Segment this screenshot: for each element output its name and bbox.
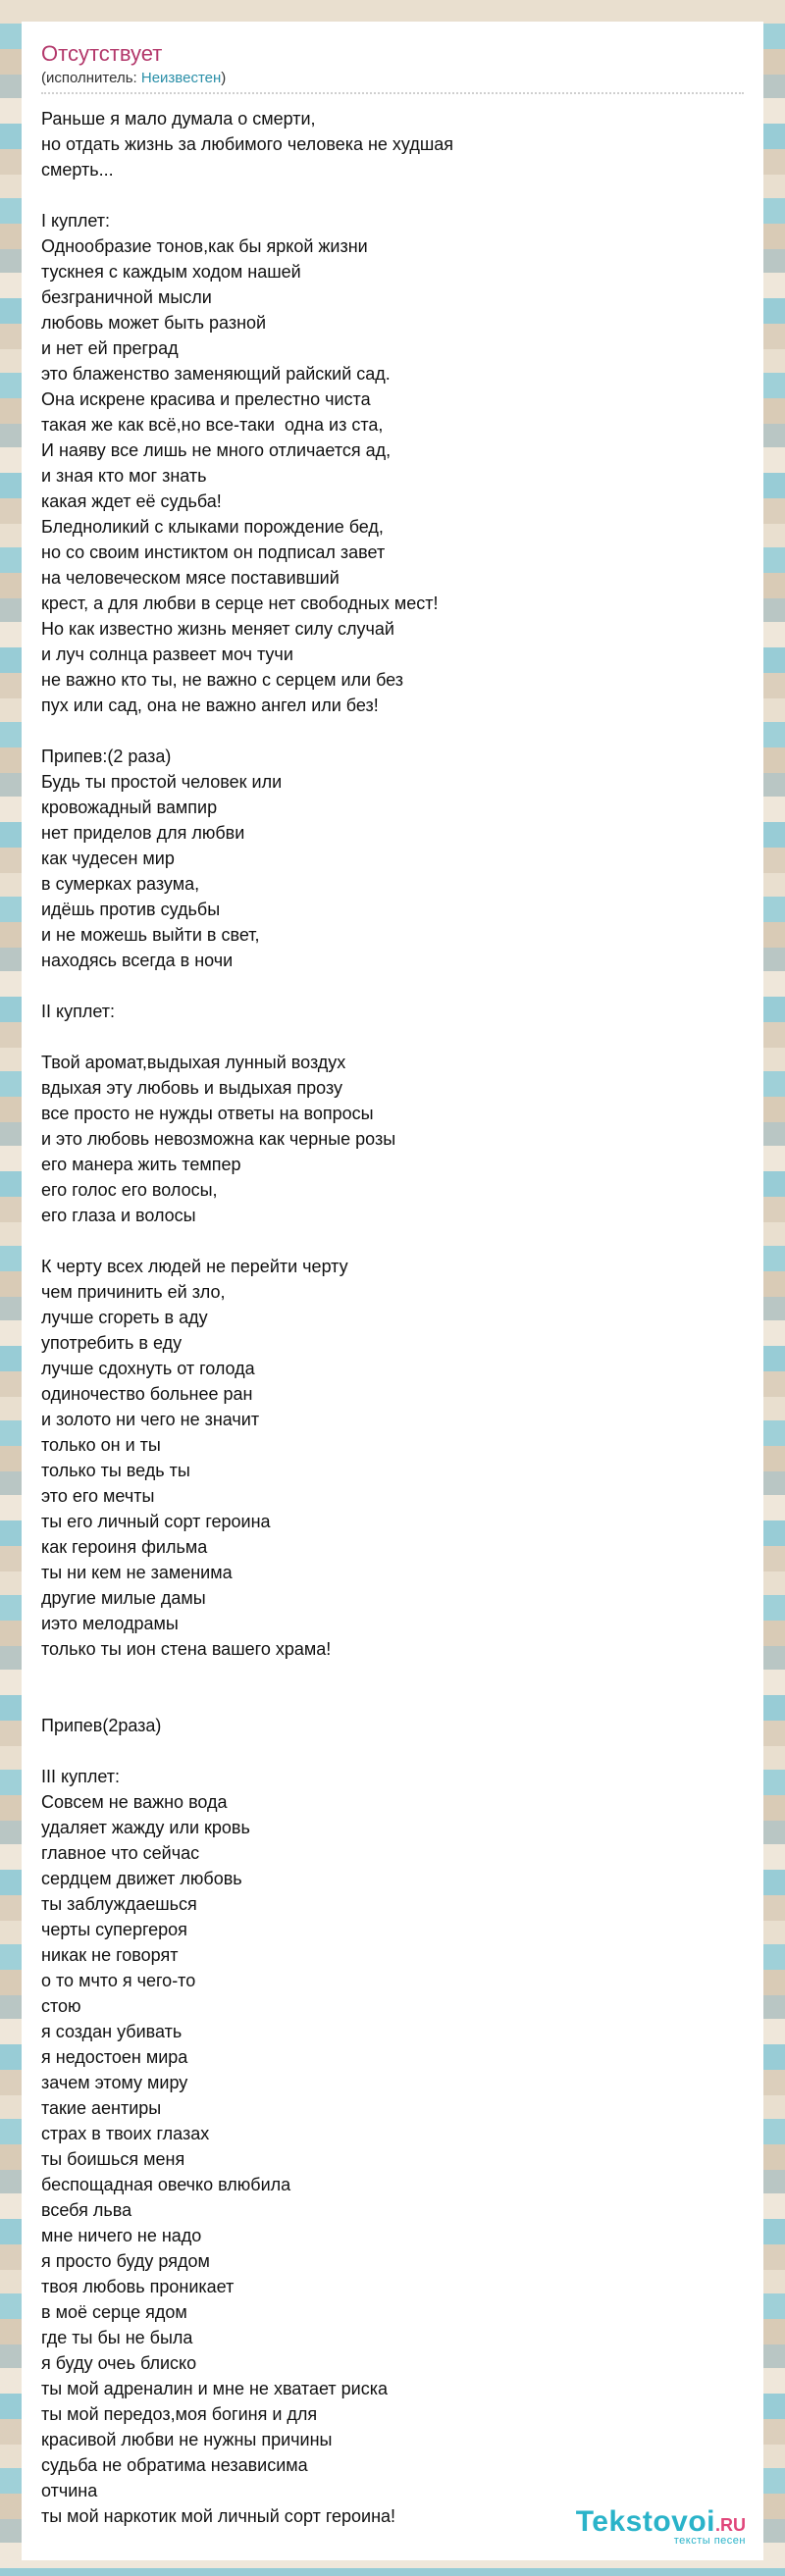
song-title: Отсутствует xyxy=(41,41,163,66)
lyric-line: Она искрене красива и прелестно чиста xyxy=(41,389,371,409)
lyric-line: о то мчто я чего-то xyxy=(41,1971,196,1990)
lyric-line: Бледноликий с клыками порождение бед, xyxy=(41,517,384,537)
lyric-line: главное что сейчас xyxy=(41,1843,200,1863)
lyric-line: на человеческом мясе поставивший xyxy=(41,568,340,588)
lyric-line: нет приделов для любви xyxy=(41,823,245,843)
title-divider xyxy=(41,92,744,94)
lyric-line: не важно кто ты, не важно с серцем или без xyxy=(41,670,404,690)
lyric-line: мне ничего не надо xyxy=(41,2226,202,2245)
artist-prefix: (исполнитель: xyxy=(41,70,141,86)
lyric-line: любовь может быть разной xyxy=(41,313,267,333)
lyric-line: К черту всех людей не перейти черту xyxy=(41,1257,348,1276)
lyric-line: красивой любви не нужны причины xyxy=(41,2430,333,2449)
lyric-line: его голос его волосы, xyxy=(41,1180,218,1200)
lyric-line: одиночество больнее ран xyxy=(41,1384,253,1404)
lyric-line: ты заблуждаешься xyxy=(41,1894,197,1914)
lyric-line: другие милые дамы xyxy=(41,1588,206,1608)
lyric-line: III куплет: xyxy=(41,1767,120,1786)
lyric-line: я недостоен мира xyxy=(41,2047,188,2067)
lyric-line: чем причинить ей зло, xyxy=(41,1282,226,1302)
lyric-line: вдыхая эту любовь и выдыхая прозу xyxy=(41,1078,343,1098)
lyric-line: Припев:(2 раза) xyxy=(41,747,172,766)
lyric-line xyxy=(41,973,744,999)
lyric-line xyxy=(41,1687,744,1713)
lyric-line: лучше сдохнуть от голода xyxy=(41,1359,255,1378)
lyric-line xyxy=(41,718,744,744)
lyric-line xyxy=(41,1024,744,1050)
lyric-line: Припев(2раза) xyxy=(41,1716,162,1735)
lyric-line: его глаза и волосы xyxy=(41,1206,196,1225)
lyric-line: это блаженство заменяющий райский сад. xyxy=(41,364,391,384)
lyric-line: употребить в еду xyxy=(41,1333,183,1353)
lyric-line: кровожадный вампир xyxy=(41,798,218,817)
lyric-line: только ты ион стена вашего храма! xyxy=(41,1639,332,1659)
lyric-line: и это любовь невозможна как черные розы xyxy=(41,1129,396,1149)
lyric-line: Раньше я мало думала о смерти, xyxy=(41,109,316,129)
lyric-line: находясь всегда в ночи xyxy=(41,951,234,970)
lyric-line: беспощадная овечко влюбила xyxy=(41,2175,291,2194)
lyric-line: Твой аромат,выдыхая лунный воздух xyxy=(41,1053,346,1072)
lyric-line: судьба не обратима независима xyxy=(41,2455,308,2475)
lyric-line: но со своим инстиктом он подписал завет xyxy=(41,542,386,562)
lyric-line: такая же как всё,но все-таки одна из ста, xyxy=(41,415,384,435)
lyric-line: все просто не нужды ответы на вопросы xyxy=(41,1104,374,1123)
lyric-line: Но как известно жизнь меняет силу случай xyxy=(41,619,394,639)
lyric-line: ты мой наркотик мой личный сорт героина! xyxy=(41,2506,396,2526)
lyric-line: лучше сгореть в аду xyxy=(41,1308,208,1327)
lyric-line: в моё серце ядом xyxy=(41,2302,187,2322)
lyrics-card xyxy=(22,22,763,2560)
lyric-line: его манера жить темпер xyxy=(41,1155,241,1174)
lyric-line: черты супергероя xyxy=(41,1920,187,1939)
lyric-line: удаляет жажду или кровь xyxy=(41,1818,250,1837)
lyric-line: я буду очеь блиско xyxy=(41,2353,197,2373)
lyric-line: иэто мелодрамы xyxy=(41,1614,179,1633)
lyric-line: я просто буду рядом xyxy=(41,2251,210,2271)
logo-wordmark: Tekstovoi xyxy=(575,2505,715,2538)
lyric-line: и не можешь выйти в свет, xyxy=(41,925,260,945)
lyric-line: где ты бы не была xyxy=(41,2328,193,2347)
lyric-line: II куплет: xyxy=(41,1002,115,1021)
artist-line xyxy=(41,69,744,88)
lyric-line: безграничной мысли xyxy=(41,287,212,307)
lyric-line: страх в твоих глазах xyxy=(41,2124,210,2143)
lyric-line: такие аентиры xyxy=(41,2098,162,2118)
lyric-line: ты мой адреналин и мне не хватает риска xyxy=(41,2379,388,2398)
lyric-line: в сумерках разума, xyxy=(41,874,200,894)
lyric-line: отчина xyxy=(41,2481,98,2500)
lyric-line: всебя льва xyxy=(41,2200,132,2220)
lyric-line: стою xyxy=(41,1996,81,2016)
artist-suffix: ) xyxy=(221,70,227,86)
lyric-line: но отдать жизнь за любимого человека не худшая xyxy=(41,134,454,154)
lyric-line: это его мечты xyxy=(41,1486,155,1506)
lyric-line: сердцем движет любовь xyxy=(41,1869,242,1888)
lyric-line: только он и ты xyxy=(41,1435,161,1455)
lyric-line: ты мой передоз,моя богиня и для xyxy=(41,2404,318,2424)
lyric-line: Будь ты простой человек или xyxy=(41,772,283,792)
site-logo[interactable] xyxy=(576,2505,746,2547)
lyrics-text xyxy=(41,106,744,2529)
lyric-line: И наяву все лишь не много отличается ад, xyxy=(41,440,392,460)
lyric-line: ты его личный сорт героина xyxy=(41,1512,271,1531)
lyric-line xyxy=(41,1228,744,1254)
lyric-line: только ты ведь ты xyxy=(41,1461,190,1480)
lyric-line: я создан убивать xyxy=(41,2022,183,2041)
lyric-line: крест, а для любви в серце нет свободных мест! xyxy=(41,593,439,613)
logo-tld: .RU xyxy=(715,2515,746,2535)
lyric-line: твоя любовь проникает xyxy=(41,2277,235,2296)
lyric-line xyxy=(41,1662,744,1687)
lyric-line: какая ждет её судьба! xyxy=(41,491,222,511)
lyric-line: идёшь против судьбы xyxy=(41,900,221,919)
lyric-line xyxy=(41,1738,744,1764)
lyric-line: пух или сад, она не важно ангел или без! xyxy=(41,696,379,715)
logo-tagline: тексты песен xyxy=(673,2535,746,2547)
lyric-line: Однообразие тонов,как бы яркой жизни xyxy=(41,236,368,256)
lyric-line: ты ни кем не заменима xyxy=(41,1563,233,1582)
lyric-line: и нет ей преград xyxy=(41,338,179,358)
lyric-line: и золото ни чего не значит xyxy=(41,1410,260,1429)
lyric-line: и луч солнца развеет моч тучи xyxy=(41,644,293,664)
lyric-line: никак не говорят xyxy=(41,1945,179,1965)
lyric-line: зачем этому миру xyxy=(41,2073,188,2092)
artist-link[interactable]: Неизвестен xyxy=(140,70,222,86)
lyric-line: ты боишься меня xyxy=(41,2149,185,2169)
lyric-line: Совсем не важно вода xyxy=(41,1792,228,1812)
lyric-line: и зная кто мог знать xyxy=(41,466,207,486)
lyric-line: как чудесен мир xyxy=(41,849,175,868)
lyric-line: I куплет: xyxy=(41,211,110,231)
lyric-line xyxy=(41,182,744,208)
lyric-line: смерть... xyxy=(41,160,114,180)
lyric-line: тускнея с каждым ходом нашей xyxy=(41,262,301,282)
lyric-line: как героиня фильма xyxy=(41,1537,208,1557)
